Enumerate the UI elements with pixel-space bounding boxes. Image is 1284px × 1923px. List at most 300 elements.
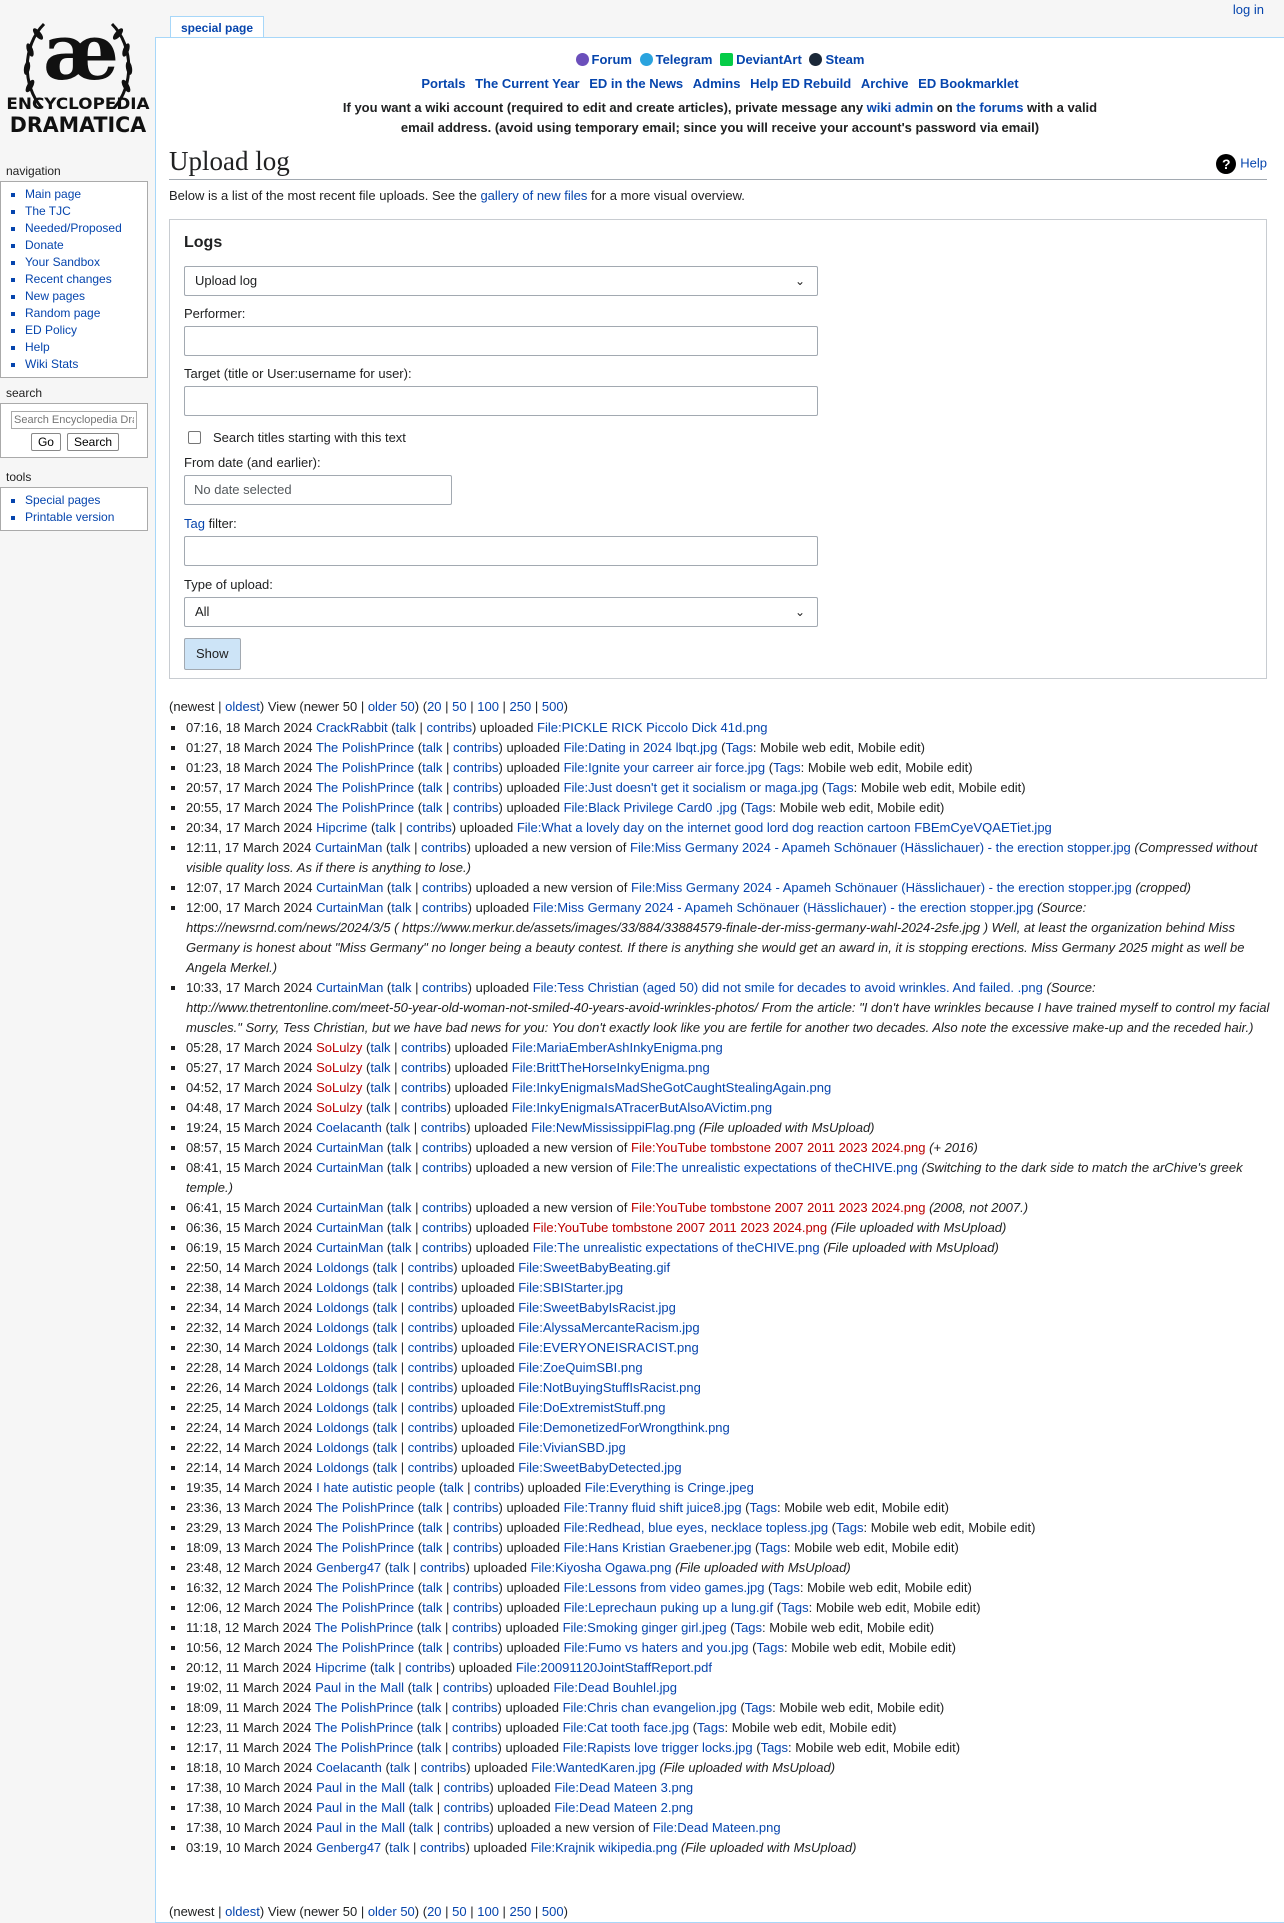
log-file-link[interactable]: File:Lessons from video games.jpg [563,1580,765,1595]
log-entry: ▪ 06:36, 15 March 2024 CurtainMan (talk | contribs) uploaded File:YouTube tombstone 2007 2011 2023 2024.png (File uploaded with MsUpload) [186,1218,1284,1238]
log-file-link[interactable]: File:What a lovely day on the internet good lord dog reaction cartoon FBEmCyeVQAETiet.jpg [516,820,1052,835]
sidebar-item-link[interactable]: Needed/Proposed [25,221,122,235]
log-file-link[interactable]: File:Miss Germany 2024 - Apameh Schönauer (Hässlichauer) - the erection stopper.jpg [630,840,1131,855]
log-contribs-link[interactable]: contribs [421,840,467,855]
log-user-link[interactable]: Loldongs [316,1420,369,1435]
log-talk-link[interactable]: talk [376,1280,398,1295]
log-contribs-link[interactable]: contribs [451,1620,498,1635]
log-user-link[interactable]: The PolishPrince [315,1580,415,1595]
log-contribs-link[interactable]: contribs [407,1340,454,1355]
log-user-link[interactable]: The PolishPrince [315,1600,415,1615]
log-talk-link[interactable]: talk [370,1080,391,1095]
log-contribs-link[interactable]: contribs [407,1380,454,1395]
log-talk-link[interactable]: talk [391,1160,412,1175]
log-contribs-link[interactable]: contribs [407,1260,454,1275]
log-contribs-link[interactable]: contribs [419,1560,466,1575]
log-file-link[interactable]: File:Kiyosha Ogawa.png [530,1560,672,1575]
log-contribs-link[interactable]: contribs [451,1700,498,1715]
log-entry: ▪ 07:16, 18 March 2024 CrackRabbit (talk | contribs) uploaded File:PICKLE RICK Piccolo Dick 41d.png [186,718,1284,738]
log-talk-link[interactable]: talk [422,800,443,815]
log-file-link[interactable]: File:Chris chan evangelion.jpg [562,1700,737,1715]
log-contribs-link[interactable]: contribs [401,1080,447,1095]
log-user-link[interactable]: Paul in the Mall [315,1680,405,1695]
log-file-link[interactable]: File:Rapists love trigger locks.jpg [562,1740,753,1755]
log-tags-link[interactable]: Tags [772,1580,800,1595]
log-file-link[interactable]: File:Hans Kristian Graebener.jpg [563,1540,752,1555]
pager-limit-link[interactable]: 20 [427,1904,442,1919]
log-contribs-link[interactable]: contribs [452,1500,499,1515]
log-user-link[interactable]: Loldongs [316,1340,369,1355]
log-file-link[interactable]: File:YouTube tombstone 2007 2011 2023 2024.png [532,1220,828,1235]
log-talk-link[interactable]: talk [421,1700,442,1715]
log-talk-link[interactable]: talk [376,1360,398,1375]
log-talk-link[interactable]: talk [376,1400,398,1415]
log-file-link[interactable]: File:The unrealistic expectations of theCHIVE.png [532,1240,820,1255]
log-talk-link[interactable]: talk [374,1660,395,1675]
log-talk-link[interactable]: talk [422,780,443,795]
log-contribs-link[interactable]: contribs [452,800,499,815]
pager-limit-link[interactable]: 100 [477,1904,499,1919]
log-talk-link[interactable]: talk [422,740,443,755]
log-talk-link[interactable]: talk [422,1540,443,1555]
log-timestamp: 18:09, 11 March 2024 [186,1700,312,1715]
log-contribs-link[interactable]: contribs [407,1360,454,1375]
log-contribs-link[interactable]: contribs [443,1800,490,1815]
log-talk-link[interactable]: talk [370,1060,391,1075]
log-user-link[interactable]: CrackRabbit [316,720,388,735]
log-file-link[interactable]: File:Dead Mateen 2.png [554,1800,694,1815]
log-talk-link[interactable]: talk [412,1780,434,1795]
upload-log-list [169,718,1284,1858]
log-talk-link[interactable]: talk [422,1640,443,1655]
log-user-link[interactable]: The PolishPrince [314,1620,414,1635]
log-file-link[interactable]: File:Smoking ginger girl.jpeg [562,1620,727,1635]
log-file-link[interactable]: File:YouTube tombstone 2007 2011 2023 2024.png [631,1140,926,1155]
log-contribs-link[interactable]: contribs [426,720,472,735]
log-action: uploaded [506,1520,560,1535]
log-tags-link[interactable]: Tags [759,1540,787,1555]
log-user-link[interactable]: Coelacanth [316,1120,382,1135]
log-talk-link[interactable]: talk [390,840,411,855]
log-user-link[interactable]: CurtainMan [316,1160,384,1175]
log-user-link[interactable]: Loldongs [316,1360,369,1375]
log-comment: (File uploaded with MsUpload) [675,1560,851,1575]
log-file-link[interactable]: File:Miss Germany 2024 - Apameh Schönauer (Hässlichauer) - the erection stopper.jpg [631,880,1132,895]
log-talk-link[interactable]: talk [412,1820,434,1835]
log-user-link[interactable]: CurtainMan [316,1200,384,1215]
log-talk-link[interactable]: talk [421,1720,442,1735]
log-user-link[interactable]: Hipcrime [315,1660,367,1675]
log-user-link[interactable]: The PolishPrince [315,1500,415,1515]
log-talk-link[interactable]: talk [370,1100,391,1115]
log-contribs-link[interactable]: contribs [443,1780,490,1795]
log-file-link[interactable]: File:Dead Bouhlel.jpg [553,1680,678,1695]
log-user-link[interactable]: Loldongs [316,1320,369,1335]
log-file-link[interactable]: File:InkyEnigmaIsATracerButAlsoAVictim.png [511,1100,773,1115]
search-button[interactable]: Search [67,433,119,451]
log-user-link[interactable]: SoLulzy [316,1060,363,1075]
log-tags-link[interactable]: Tags [781,1600,809,1615]
log-contribs-link[interactable]: contribs [406,820,452,835]
log-talk-link[interactable]: talk [421,1740,442,1755]
sidebar-item-link[interactable]: Printable version [25,510,115,524]
log-contribs-link[interactable]: contribs [407,1300,454,1315]
log-tags-link[interactable]: Tags [826,780,854,795]
show-button[interactable]: Show [184,638,241,670]
log-file-link[interactable]: File:AlyssaMercanteRacism.jpg [518,1320,700,1335]
log-contribs-link[interactable]: contribs [407,1460,454,1475]
pager-limit-link[interactable]: 500 [541,699,564,714]
log-contribs-link[interactable]: contribs [452,1540,499,1555]
pager-limit-link[interactable]: 50 [452,699,467,714]
log-user-link[interactable]: CurtainMan [316,980,384,995]
log-file-link[interactable]: File:Ignite your carreer air force.jpg [563,760,766,775]
log-tags-link[interactable]: Tags [749,1500,777,1515]
log-user-link[interactable]: SoLulzy [316,1040,363,1055]
pager-older-link[interactable]: older 50 [367,1904,415,1919]
log-tags-link[interactable]: Tags [725,740,753,755]
log-talk-link[interactable]: talk [391,1140,412,1155]
log-contribs-link[interactable]: contribs [419,1840,466,1855]
log-user-link[interactable]: Genberg47 [316,1840,382,1855]
sidebar-item-link[interactable]: New pages [25,289,86,303]
log-file-link[interactable]: File:NotBuyingStuffIsRacist.png [518,1380,701,1395]
log-file-link[interactable]: File:YouTube tombstone 2007 2011 2023 2024.png [631,1200,926,1215]
log-timestamp: 22:28, 14 March 2024 [186,1360,313,1375]
log-user-link[interactable]: CurtainMan [315,840,383,855]
log-file-link[interactable]: File:Dead Mateen.png [652,1820,781,1835]
log-user-link[interactable]: CurtainMan [316,1240,384,1255]
log-user-link[interactable]: Loldongs [316,1400,369,1415]
tab-special-page[interactable] [170,16,264,38]
log-entry: ▪ 23:36, 13 March 2024 The PolishPrince (talk | contribs) uploaded File:Tranny fluid shift juice8.jpg (Tags: Mobile web edit, Mobile edit) [186,1498,1284,1518]
upload-type-select[interactable]: All ⌄ [184,597,818,627]
log-file-link[interactable]: File:InkyEnigmaIsMadSheGotCaughtStealingAgain.png [511,1080,832,1095]
log-user-link[interactable]: Coelacanth [316,1760,382,1775]
log-entry: ▪ 11:18, 12 March 2024 The PolishPrince (talk | contribs) uploaded File:Smoking ginger girl.jpeg (Tags: Mobile web edit, Mobile edit) [186,1618,1284,1638]
date-input[interactable]: No date selected [184,475,452,505]
log-talk-link[interactable]: talk [422,760,443,775]
log-file-link[interactable]: File:Cat tooth face.jpg [562,1720,690,1735]
prefix-checkbox-row[interactable] [184,430,1252,445]
log-talk-link[interactable]: talk [391,1200,412,1215]
log-contribs-link[interactable]: contribs [422,880,468,895]
login-link[interactable]: log in [1232,2,1264,17]
log-contribs-link[interactable]: contribs [407,1320,454,1335]
log-talk-link[interactable]: talk [443,1480,464,1495]
log-user-link[interactable]: The PolishPrince [315,1540,415,1555]
log-contribs-link[interactable]: contribs [452,1580,499,1595]
tag-filter-input[interactable] [184,536,818,566]
log-talk-link[interactable]: talk [391,1220,412,1235]
log-file-link[interactable]: File:SweetBabyIsRacist.jpg [518,1300,676,1315]
log-file-link[interactable]: File:MariaEmberAshInkyEnigma.png [511,1040,723,1055]
log-file-link[interactable]: File:The unrealistic expectations of theCHIVE.png [631,1160,918,1175]
log-talk-link[interactable]: talk [376,1380,398,1395]
portal-link[interactable]: The Current Year [475,76,580,91]
log-user-link[interactable]: SoLulzy [316,1080,363,1095]
log-talk-link[interactable]: talk [376,1320,398,1335]
pager-oldest-link[interactable]: oldest [225,699,260,714]
log-file-link[interactable]: File:Redhead, blue eyes, necklace topless.jpg [563,1520,829,1535]
log-contribs-link[interactable]: contribs [442,1680,489,1695]
pager-limit-link[interactable]: 100 [477,699,499,714]
log-file-link[interactable]: File:NewMississippiFlag.png [531,1120,696,1135]
log-contribs-link[interactable]: contribs [420,1760,467,1775]
log-timestamp: 12:07, 17 March 2024 [186,880,313,895]
log-user-link[interactable]: CurtainMan [316,900,384,915]
log-talk-link[interactable]: talk [389,1760,411,1775]
log-action: uploaded [506,780,560,795]
log-contribs-link[interactable]: contribs [452,1640,499,1655]
log-file-link[interactable]: File:Black Privilege Card0 .jpg [563,800,737,815]
log-file-link[interactable]: File:Dating in 2024 lbqt.jpg [563,740,718,755]
log-user-link[interactable]: Paul in the Mall [316,1780,405,1795]
log-contribs-link[interactable]: contribs [451,1740,498,1755]
portal-link[interactable]: Help ED Rebuild [750,76,852,91]
log-user-link[interactable]: The PolishPrince [315,1520,415,1535]
log-action: uploaded [474,1120,528,1135]
log-talk-link[interactable]: talk [376,1260,398,1275]
pager-older-link[interactable]: older 50 [367,699,415,714]
portal-link[interactable]: ED Bookmarklet [918,76,1019,91]
log-talk-link[interactable]: talk [411,1680,433,1695]
log-file-link[interactable]: File:Dead Mateen 3.png [554,1780,694,1795]
log-user-link[interactable]: SoLulzy [316,1100,363,1115]
log-file-link[interactable]: File:SweetBabyDetected.jpg [518,1460,682,1475]
log-user-link[interactable]: Loldongs [316,1440,369,1455]
log-contribs-link[interactable]: contribs [405,1660,451,1675]
log-talk-link[interactable]: talk [375,820,396,835]
log-tags-link[interactable]: Tags [836,1520,864,1535]
search-input[interactable] [11,411,137,429]
log-contribs-link[interactable]: contribs [443,1820,490,1835]
log-tags: Mobile web edit, Mobile edit [760,740,921,755]
log-file-link[interactable]: File:WantedKaren.jpg [531,1760,656,1775]
portal-link[interactable]: Admins [692,76,741,91]
log-comment: (File uploaded with MsUpload) [823,1240,999,1255]
tag-link[interactable]: Tag [184,516,205,531]
log-contribs-link[interactable]: contribs [407,1420,454,1435]
log-tags-link[interactable]: Tags [744,1700,773,1715]
log-file-link[interactable]: File:SBIStarter.jpg [518,1280,624,1295]
log-action: uploaded [475,1240,530,1255]
log-contribs-link[interactable]: contribs [420,1120,467,1135]
log-user-link[interactable]: Loldongs [316,1380,369,1395]
steam-link[interactable]: Steam [809,52,864,67]
log-entry: ▪ 10:33, 17 March 2024 CurtainMan (talk | contribs) uploaded File:Tess Christian (aged 50) did not smile for decades to avoid wrinkles. And failed. .png (Source: http://www.thetrentonline.com/meet-50-year-old-woman-not-smiled-40-years-avoid-wrinkles-photos/ From the article: "I don't have wrinkles because I have trained myself to control my facial muscles." Sorry, Tess Christian, but we have bad news for you: You don't exactly look like you are fertile for another two decades. Also note the excessive make-up and the receded hair.) [186,978,1284,1038]
performer-label: Performer: [184,306,246,321]
tab-special-page-label[interactable]: special page [181,21,254,35]
log-talk-link[interactable]: talk [376,1440,398,1455]
log-user-link[interactable]: The PolishPrince [315,800,415,815]
log-user-link[interactable]: Loldongs [316,1280,369,1295]
log-tags-link[interactable]: Tags [734,1620,763,1635]
log-talk-link[interactable]: talk [376,1340,398,1355]
log-file-link[interactable]: File:Tess Christian (aged 50) did not smile for decades to avoid wrinkles. And failed. .png [532,980,1043,995]
pager-limit-link[interactable]: 500 [541,1904,564,1919]
sidebar-item-link[interactable]: Random page [25,306,101,320]
sidebar-item-link[interactable]: Special pages [25,493,101,507]
pager-limit-link[interactable]: 250 [509,1904,532,1919]
log-contribs-link[interactable]: contribs [422,1240,468,1255]
pager-limit-link[interactable]: 50 [452,1904,467,1919]
log-contribs-link[interactable]: contribs [452,760,499,775]
log-contribs-link[interactable]: contribs [422,980,468,995]
log-comment: (cropped) [1135,880,1192,895]
log-file-link[interactable]: File:Fumo vs haters and you.jpg [563,1640,749,1655]
log-contribs-link[interactable]: contribs [422,900,468,915]
log-contribs-link[interactable]: contribs [452,740,499,755]
log-timestamp: 22:30, 14 March 2024 [186,1340,313,1355]
prefix-checkbox[interactable] [188,431,201,444]
log-talk-link[interactable]: talk [412,1800,434,1815]
log-talk-link[interactable]: talk [389,1840,410,1855]
log-timestamp: 12:00, 17 March 2024 [186,900,313,915]
log-talk-link[interactable]: talk [391,980,412,995]
log-file-link[interactable]: File:PICKLE RICK Piccolo Dick 41d.png [537,720,768,735]
log-talk-link[interactable]: talk [422,1580,443,1595]
log-tags: Mobile web edit, Mobile edit [807,1580,968,1595]
target-input[interactable] [184,386,818,416]
log-type-select[interactable]: Upload log ⌄ [184,266,818,296]
site-logo[interactable] [6,7,150,180]
help-link[interactable]: ? Help [1216,154,1267,174]
log-user-link[interactable]: Loldongs [316,1260,369,1275]
log-timestamp: 06:36, 15 March 2024 [186,1220,313,1235]
log-user-link[interactable]: Genberg47 [316,1560,382,1575]
log-talk-link[interactable]: talk [422,1520,443,1535]
log-user-link[interactable]: CurtainMan [316,1140,384,1155]
sidebar-item-link[interactable]: Recent changes [25,272,112,286]
log-file-link[interactable]: File:SweetBabyBeating.gif [518,1260,671,1275]
log-contribs-link[interactable]: contribs [422,1160,468,1175]
go-button[interactable]: Go [31,433,61,451]
log-contribs-link[interactable]: contribs [422,1140,468,1155]
log-talk-link[interactable]: talk [389,1120,411,1135]
portal-link[interactable]: ED in the News [589,76,684,91]
log-tags-link[interactable]: Tags [760,1740,789,1755]
log-contribs-link[interactable]: contribs [451,1720,498,1735]
log-user-link[interactable]: CurtainMan [316,880,384,895]
sidebar-item-link[interactable]: Donate [25,238,64,252]
log-user-link[interactable]: I hate autistic people [316,1480,436,1495]
log-entry: ▪ 19:02, 11 March 2024 Paul in the Mall (talk | contribs) uploaded File:Dead Bouhlel.jpg [186,1678,1284,1698]
sidebar-item-link[interactable]: Your Sandbox [25,255,100,269]
log-tags-link[interactable]: Tags [773,760,801,775]
log-user-link[interactable]: Paul in the Mall [316,1800,405,1815]
log-file-link[interactable]: File:Just doesn't get it socialism or maga.jpg [563,780,819,795]
deviantart-link[interactable]: DeviantArt [720,52,802,67]
log-entry: ▪ 18:18, 10 March 2024 Coelacanth (talk | contribs) uploaded File:WantedKaren.jpg (File uploaded with MsUpload) [186,1758,1284,1778]
wiki-admin-link[interactable]: wiki admin [866,100,934,115]
forum-link[interactable]: Forum [576,52,632,67]
log-contribs-link[interactable]: contribs [407,1440,454,1455]
gallery-new-files-link[interactable]: gallery of new files [480,188,588,203]
log-user-link[interactable]: Paul in the Mall [316,1820,405,1835]
log-file-link[interactable]: File:ZoeQuimSBI.png [518,1360,643,1375]
log-talk-link[interactable]: talk [376,1420,398,1435]
log-talk-link[interactable]: talk [421,1620,442,1635]
sidebar-item-link[interactable]: Help [25,340,50,354]
log-file-link[interactable]: File:DoExtremistStuff.png [518,1400,666,1415]
log-file-link[interactable]: File:Tranny fluid shift juice8.jpg [563,1500,742,1515]
log-tags-link[interactable]: Tags [697,1720,725,1735]
log-user-link[interactable]: Loldongs [316,1460,369,1475]
pager-oldest-link[interactable]: oldest [225,1904,260,1919]
log-file-link[interactable]: File:DemonetizedForWrongthink.png [518,1420,730,1435]
log-talk-link[interactable]: talk [376,1460,398,1475]
log-tags-link[interactable]: Tags [756,1640,784,1655]
log-talk-link[interactable]: talk [389,1560,410,1575]
log-user-link[interactable]: The PolishPrince [314,1720,414,1735]
log-contribs-link[interactable]: contribs [422,1220,468,1235]
log-user-link[interactable]: The PolishPrince [315,1640,415,1655]
log-user-link[interactable]: The PolishPrince [315,780,415,795]
log-talk-link[interactable]: talk [391,880,412,895]
log-file-link[interactable]: File:Miss Germany 2024 - Apameh Schönauer (Hässlichauer) - the erection stopper.jpg [532,900,1034,915]
log-talk-link[interactable]: talk [422,1500,443,1515]
log-user-link[interactable]: CurtainMan [316,1220,384,1235]
log-user-link[interactable]: Loldongs [316,1300,369,1315]
log-user-link[interactable]: The PolishPrince [315,760,415,775]
log-contribs-link[interactable]: contribs [407,1280,454,1295]
log-talk-link[interactable]: talk [391,900,412,915]
log-tags-link[interactable]: Tags [744,800,773,815]
log-contribs-link[interactable]: contribs [452,1600,499,1615]
log-user-link[interactable]: The PolishPrince [314,1700,414,1715]
log-user-link[interactable]: The PolishPrince [314,1740,414,1755]
forums-link[interactable]: the forums [956,100,1024,115]
sidebar-item-link[interactable]: Main page [25,187,82,201]
log-entry: ▪ 12:06, 12 March 2024 The PolishPrince (talk | contribs) uploaded File:Leprechaun puking up a lung.gif (Tags: Mobile web edit, Mobile edit) [186,1598,1284,1618]
site-notice-social-links [156,48,1284,72]
log-talk-link[interactable]: talk [395,720,416,735]
log-file-link[interactable]: File:BrittTheHorseInkyEnigma.png [511,1060,710,1075]
log-talk-link[interactable]: talk [376,1300,398,1315]
telegram-link[interactable]: Telegram [640,52,713,67]
log-file-link[interactable]: File:Krajnik wikipedia.png [530,1840,678,1855]
log-talk-link[interactable]: talk [391,1240,412,1255]
log-contribs-link[interactable]: contribs [474,1480,520,1495]
pager-limit-link[interactable]: 20 [427,699,442,714]
log-user-link[interactable]: Hipcrime [316,820,368,835]
log-contribs-link[interactable]: contribs [401,1060,447,1075]
log-contribs-link[interactable]: contribs [422,1200,468,1215]
pager-limit-link[interactable]: 250 [509,699,532,714]
log-user-link[interactable]: The PolishPrince [315,740,415,755]
log-contribs-link[interactable]: contribs [452,1520,499,1535]
sidebar-item-link[interactable]: ED Policy [25,323,78,337]
log-tags: Mobile web edit, Mobile edit [784,1500,945,1515]
log-file-link[interactable]: File:EVERYONEISRACIST.png [518,1340,699,1355]
log-file-link[interactable]: File:Everything is Cringe.jpeg [584,1480,754,1495]
log-file-link[interactable]: File:20091120JointStaffReport.pdf [515,1660,712,1675]
log-file-link[interactable]: File:VivianSBD.jpg [518,1440,626,1455]
log-talk-link[interactable]: talk [422,1600,443,1615]
log-contribs-link[interactable]: contribs [401,1100,447,1115]
log-contribs-link[interactable]: contribs [452,780,499,795]
log-talk-link[interactable]: talk [370,1040,391,1055]
log-file-link[interactable]: File:Leprechaun puking up a lung.gif [563,1600,774,1615]
sidebar-item-link[interactable]: The TJC [25,204,71,218]
performer-input[interactable] [184,326,818,356]
sidebar-item-link[interactable]: Wiki Stats [25,357,79,371]
log-contribs-link[interactable]: contribs [407,1400,454,1415]
log-contribs-link[interactable]: contribs [401,1040,447,1055]
portal-link[interactable]: Archive [860,76,909,91]
portal-link[interactable]: Portals [421,76,466,91]
